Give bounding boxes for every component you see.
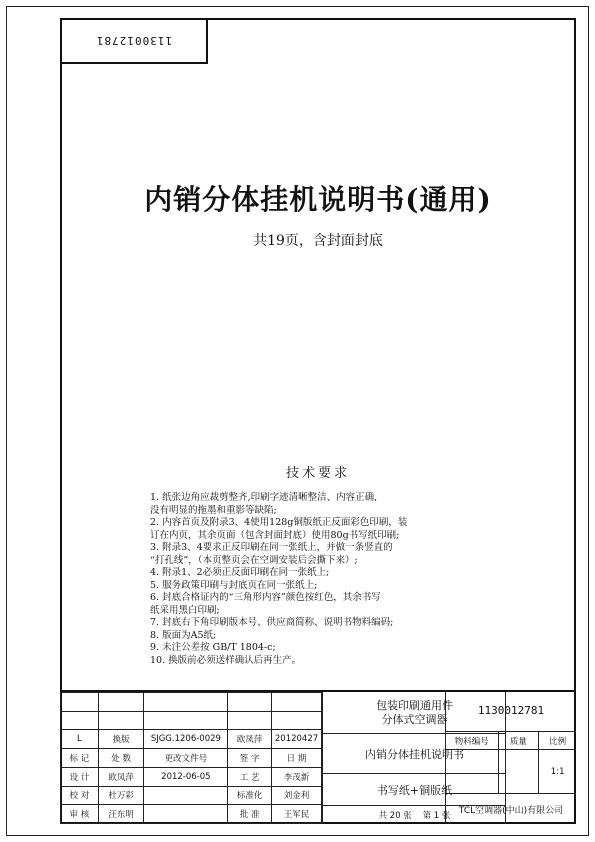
- scale-value: 1:1: [550, 766, 565, 777]
- table-row: [61, 767, 322, 786]
- table-cell: 日 期: [272, 749, 322, 768]
- requirement-item: 7. 封底右下角印刷版本号、供应商简称、说明书物料编码;: [150, 617, 394, 628]
- table-cell: [228, 693, 272, 712]
- table-row: [61, 693, 322, 712]
- material-code-header: 物料编号: [446, 732, 499, 749]
- weight-value: [499, 750, 540, 793]
- table-cell: [61, 693, 99, 712]
- table-cell: 杜万彩: [98, 786, 144, 805]
- requirement-item: 6. 封底合格证内的“三角形内容”颜色按红色，其余书写 纸采用黑白印刷;: [150, 592, 381, 616]
- table-cell: 王军民: [272, 805, 322, 824]
- table-row: [61, 730, 322, 749]
- table-cell: 刘金利: [272, 786, 322, 805]
- requirement-item: 3. 附录3、4要求正反印刷在同一张纸上，并做一条竖直的 “打孔线”，（本页整页会在空调安装后会撕下来）;: [150, 542, 393, 566]
- table-cell: 更改文件号: [144, 749, 228, 768]
- table-cell: 工 艺: [228, 767, 272, 786]
- table-cell: 李茂新: [272, 767, 322, 786]
- document-title: 内销分体挂机说明书(通用): [144, 183, 492, 216]
- table-cell: [98, 711, 144, 730]
- scale-header: 比例: [549, 736, 567, 747]
- property-headers: [445, 732, 576, 750]
- table-cell: 20120427: [272, 730, 322, 749]
- table-cell: SJGG.1206-0029: [144, 730, 228, 749]
- table-cell: [61, 711, 99, 730]
- requirement-item: 9. 未注公差按 GB/T 1804-c;: [150, 642, 276, 653]
- requirements-heading: 技术要求: [285, 466, 350, 481]
- product-name: 内销分体挂机说明书: [323, 734, 506, 774]
- table-cell: [144, 805, 228, 824]
- table-row: [61, 749, 322, 768]
- table-cell: [144, 786, 228, 805]
- requirement-item: 4. 附录1、2必须正反面印刷在同一张纸上;: [150, 567, 330, 578]
- property-values: [445, 750, 576, 794]
- table-cell: 欧凤萍: [228, 730, 272, 749]
- table-cell: 签 字: [228, 749, 272, 768]
- table-cell: 标准化: [228, 786, 272, 805]
- weight-header: 质量: [499, 732, 540, 749]
- material-spec: 书写纸+铜版纸: [323, 774, 506, 806]
- sheet-count: 共 20 张 第 1 张: [378, 811, 451, 821]
- table-cell: [144, 693, 228, 712]
- requirement-item: 10. 换版前必须送样确认后再生产。: [150, 654, 302, 666]
- table-cell: 标 记: [61, 749, 99, 768]
- page-count-note: 共19页，含封面封底: [253, 233, 383, 249]
- table-cell: 欧凤萍: [98, 767, 144, 786]
- table-cell: 汪东明: [98, 805, 144, 824]
- table-cell: 换版: [98, 730, 144, 749]
- requirement-item: 8. 版面为A5纸;: [150, 629, 217, 641]
- table-row: [61, 786, 322, 805]
- table-cell: [98, 693, 144, 712]
- table-cell: [272, 711, 322, 730]
- table-cell: 批 准: [228, 805, 272, 824]
- table-cell: 设 计: [61, 767, 99, 786]
- table-row: [61, 805, 322, 824]
- doc-code-cell: 1130012781: [445, 690, 576, 732]
- part-category: 包装印刷通用件 分体式空调器: [323, 692, 506, 734]
- table-cell: 校 对: [61, 786, 99, 805]
- requirements-list: [150, 492, 480, 667]
- table-cell: 2012-06-05: [144, 767, 228, 786]
- table-cell: [272, 693, 322, 712]
- table-cell: 审 核: [61, 805, 99, 824]
- requirement-item: 1. 纸张边角应裁剪整齐,印刷字迹清晰整洁、内容正确, 没有明显的拖墨和重影等缺陷;: [150, 492, 378, 516]
- revision-table: [60, 692, 322, 824]
- table-row: [61, 711, 322, 730]
- requirement-item: 2. 内容首页及附录3、4使用128g铜版纸正反面彩色印刷，装 订在内页，其余页面（包含封面封底）使用80g书写纸印刷;: [150, 517, 408, 541]
- doc-number-upside-down: 1130012781: [95, 34, 173, 48]
- table-cell: [228, 711, 272, 730]
- table-cell: [144, 711, 228, 730]
- table-cell: L: [61, 730, 99, 749]
- material-code-value: [446, 750, 499, 793]
- company-name: TCL空调器(中山)有限公司: [445, 794, 576, 824]
- table-cell: 处 数: [98, 749, 144, 768]
- requirement-item: 5. 服务政策印刷与封底页在同一张纸上;: [150, 579, 318, 591]
